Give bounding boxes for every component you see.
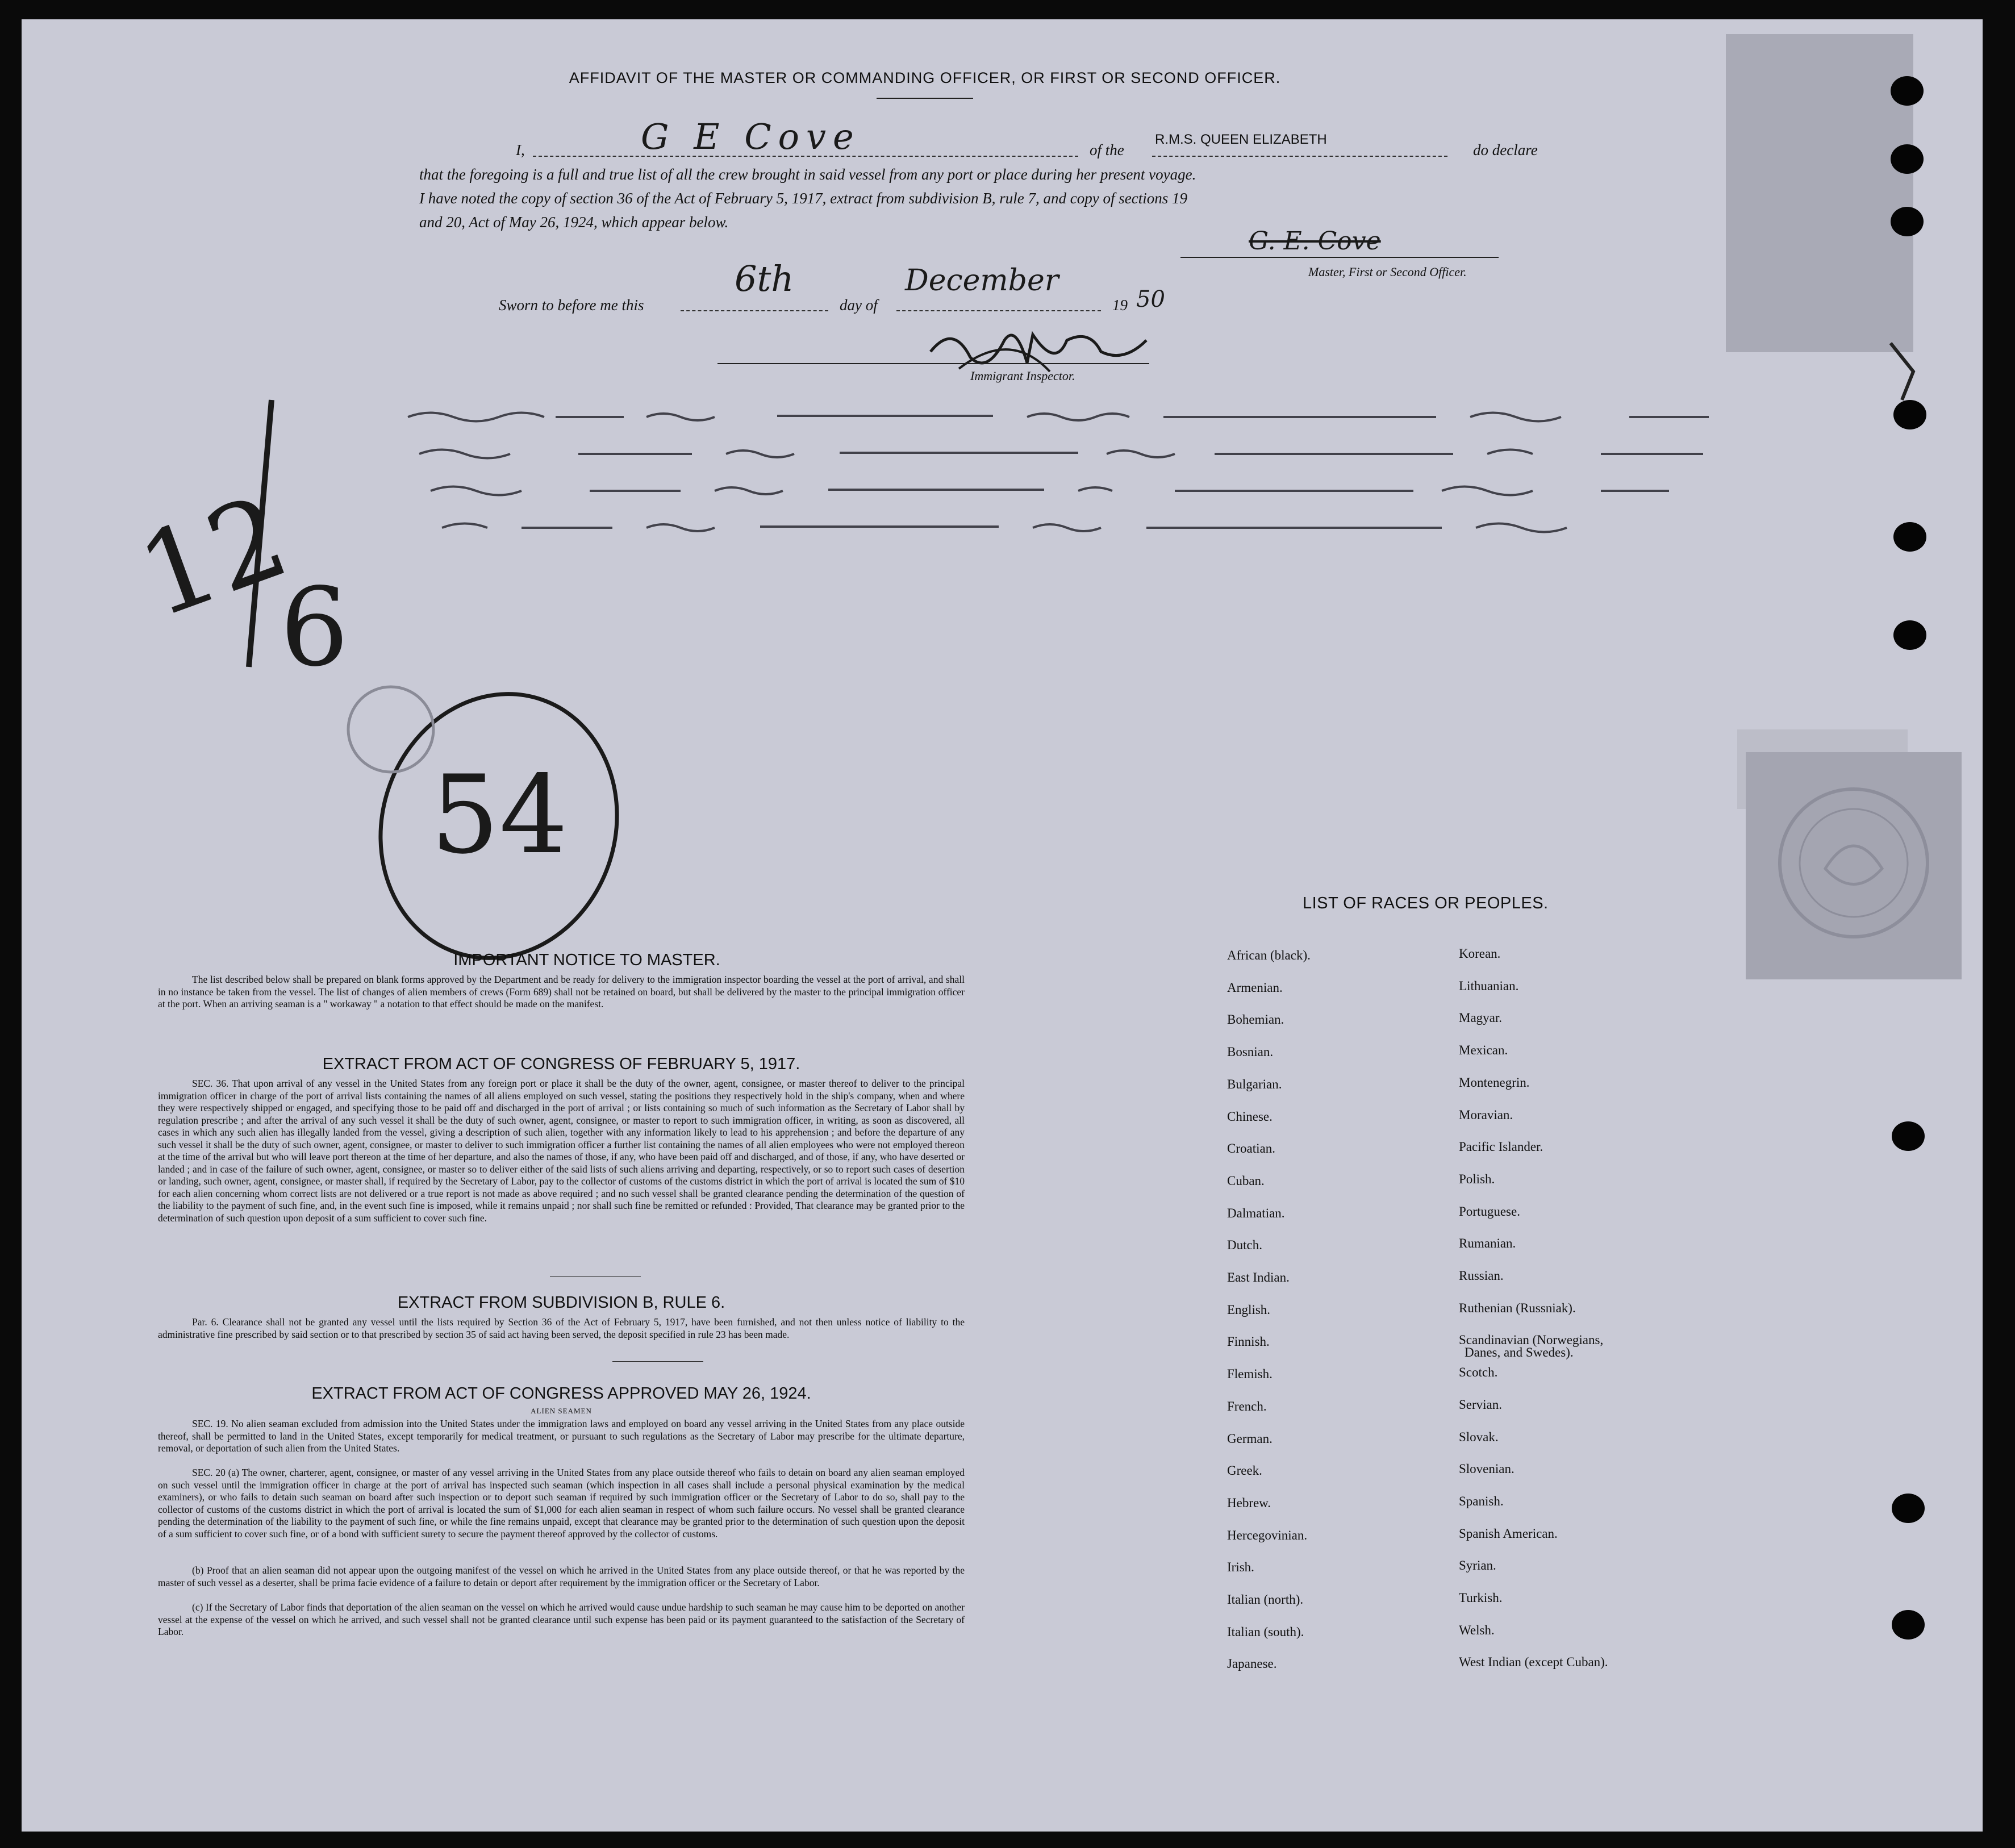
signature-caption: Master, First or Second Officer. <box>1308 265 1467 279</box>
extract1-body: SEC. 36. That upon arrival of any vessel in the United States from any foreign port or place it shall be the duty of the owner, agent, consignee, or master thereof to deliver to the principal immigration officer in charge of the port of arrival lists containing the names of all aliens employed on such vessel, stating the positions they respectively hold in the ship's company, when and where they were respectively shipped or engaged, and specifying those to be paid off and discharged in the port of arrival ; or lists containing so much of such information as the Secretary of Labor shall by regulation prescribe ; and after the arrival of any such vessel it shall be the duty of such owner, agent, consignee, or master to report to such immigration officer, in writing, as soon as discovered, all cases in which any such alien has illegally landed from the vessel, giving a description of such alien, together with any information likely to lead to his apprehension ; and before the departure of any such vessel it shall be the duty of such owner, agent, consignee, or master to deliver to such immigration officer a further list containing the names of all alien employees who were not employed thereon at the time of the arrival but who will leave port thereon at the time of her departure, and also the names of those, if any, who have been paid off and discharged, and of those, if any, who have deserted or landed ; and in case of the failure of such owner, agent, consignee, or master so to deliver either of the said lists of such aliens arriving and departing, respectively, or so to report such cases of desertion or landing, such owner, agent, consignee, or master shall, if required by the Secretary of Labor, pay to the collector of customs of the customs district in which the port of arrival is located the sum of $10 for each alien concerning whom correct lists are not delivered or a true report is not made as above required ; and no such vessel shall be granted clearance pending the determination of the question of the liability to the payment of such fine, and, in the event such fine is imposed, while it remains unpaid ; nor shall such fine be remitted or refunded : Provided, That clearance may be granted prior to the determination of such question upon deposit of a sum sufficient to cover such fine. <box>158 1078 965 1224</box>
races-title: LIST OF RACES OR PEOPLES. <box>1303 894 1549 912</box>
inspector-line <box>717 363 1149 364</box>
race-item: Korean. <box>1459 946 1501 961</box>
race-item: Armenian. <box>1227 980 1283 995</box>
race-item: Moravian. <box>1459 1107 1513 1122</box>
extract2-title: EXTRACT FROM SUBDIVISION B, RULE 6. <box>397 1294 725 1312</box>
vessel-name-line <box>1152 156 1447 157</box>
torn-edge-mark <box>1885 337 1930 406</box>
handwritten-fraction-top: 12 <box>122 470 304 644</box>
race-item: Ruthenian (Russniak). <box>1459 1300 1576 1315</box>
extract3-sec20c: (c) If the Secretary of Labor finds that deportation of the alien seaman on the vessel on which he arrived would cause undue hardship to such seaman he may cause him to be deported on another vessel at the expense of the vessel on which he arrived, and such vessel shall not be granted clearance until such expense has been paid or its payment guaranteed to the satisfaction of the Secretary of Labor. <box>158 1601 965 1637</box>
affidavit-line-2: that the foregoing is a full and true list of all the crew brought in said vessel from any port or place during her present voyage. <box>419 166 1196 183</box>
embossed-seal-icon <box>1766 769 1942 957</box>
race-item: French. <box>1227 1399 1267 1413</box>
punch-hole <box>1891 144 1924 174</box>
race-item: Turkish. <box>1459 1591 1503 1605</box>
race-item: Syrian. <box>1459 1558 1496 1573</box>
sworn-month: December <box>905 264 1059 298</box>
inspector-caption: Immigrant Inspector. <box>970 369 1075 383</box>
circled-number: 54 <box>431 752 568 878</box>
race-item: Slovak. <box>1459 1429 1499 1444</box>
race-item: Dutch. <box>1227 1238 1262 1253</box>
race-item: Hercegovinian. <box>1227 1528 1308 1542</box>
punch-hole <box>1893 620 1926 650</box>
race-item: Magyar. <box>1459 1011 1503 1025</box>
race-item: Russian. <box>1459 1269 1504 1283</box>
affidavit-line-3: I have noted the copy of section 36 of the Act of February 5, 1917, extract from subdivision B, rule 7, and copy of sections 19 <box>419 190 1187 207</box>
race-item: Croatian. <box>1227 1141 1275 1156</box>
year-value: 50 <box>1136 286 1165 312</box>
vessel-name: R.M.S. QUEEN ELIZABETH <box>1155 132 1327 147</box>
race-item-continuation: Danes, and Swedes). <box>1465 1345 1574 1359</box>
race-item: Japanese. <box>1227 1657 1277 1671</box>
race-item: Servian. <box>1459 1397 1503 1412</box>
race-item: Italian (south). <box>1227 1624 1304 1639</box>
race-item: Bohemian. <box>1227 1012 1284 1027</box>
race-item: English. <box>1227 1302 1271 1317</box>
race-item: Scotch. <box>1459 1365 1498 1380</box>
punch-hole <box>1892 1494 1925 1523</box>
extract3-sec19: SEC. 19. No alien seaman excluded from admission into the United States under the immigration laws and employed on board any vessel arriving in the United States from any place outside thereof, shall be permitted to land in the United States, except temporarily for medical treatment, or pursuant to such regulations as the Secretary of Labor may prescribe for the ultimate departure, removal, or deportation of such alien from the United States. <box>158 1418 965 1454</box>
declare-label: do declare <box>1473 141 1538 158</box>
race-item: Mexican. <box>1459 1043 1508 1058</box>
bleed-through-rows <box>408 406 1896 565</box>
faint-stamp-circle <box>334 678 448 781</box>
race-item: West Indian (except Cuban). <box>1459 1655 1608 1670</box>
race-item: Chinese. <box>1227 1109 1273 1124</box>
document-sheet <box>22 19 1983 1832</box>
affidavit-title: AFFIDAVIT OF THE MASTER OR COMMANDING OFFICER, OR FIRST OR SECOND OFFICER. <box>569 69 1281 86</box>
race-item: Hebrew. <box>1227 1495 1271 1510</box>
race-item: Slovenian. <box>1459 1462 1515 1476</box>
race-item: Bulgarian. <box>1227 1077 1282 1091</box>
race-item: Italian (north). <box>1227 1592 1304 1607</box>
master-signature: G. E. Cove <box>1249 227 1381 256</box>
race-item: Rumanian. <box>1459 1236 1516 1251</box>
race-item: Irish. <box>1227 1560 1254 1575</box>
race-item: Cuban. <box>1227 1173 1265 1188</box>
race-item: Greek. <box>1227 1463 1262 1478</box>
punch-hole <box>1892 1121 1925 1151</box>
of-the-label: of the <box>1090 141 1124 158</box>
race-item: Spanish American. <box>1459 1526 1558 1541</box>
punch-hole <box>1891 207 1924 236</box>
extract1-title: EXTRACT FROM ACT OF CONGRESS OF FEBRUARY 5, 1917. <box>322 1055 800 1073</box>
extract3-sec20a: SEC. 20 (a) The owner, charterer, agent, consignee, or master of any vessel arriving in the United States from any place outside thereof who fails to detain on board any alien seaman employed on such vessel until the immigration officer in charge at the port of arrival has inspected such seaman (which inspection in all cases shall include a personal physical examination by the medical examiners), or who fails to detain such seaman on board after such inspection or to deport such seaman if required by such immigration officer or the Secretary of Labor to do so, shall pay to the collector of customs of the customs district in which the port of arrival is located the sum of $1,000 for each alien seaman in respect of whom such failure occurs. No vessel shall be granted clearance pending the determination of the liability to the payment of such fine, or while the fine remains unpaid, except that clearance may be granted prior to the determination of such question upon the deposit of a sum sufficient to cover such fine, or of a bond with sufficient surety to secure the payment thereof approved by the collector of customs. <box>158 1467 965 1540</box>
race-item: Lithuanian. <box>1459 978 1519 993</box>
extract2-body: Par. 6. Clearance shall not be granted any vessel until the lists required by Section 36 of the Act of February 5, 1917, have been furnished, and not then unless notice of liability to the administrative fine prescribed by said section or to that prescribed by section 35 of said act having been served, the deposit specified in rule 23 has been made. <box>158 1316 965 1340</box>
race-item: Bosnian. <box>1227 1045 1274 1059</box>
extract3-title: EXTRACT FROM ACT OF CONGRESS APPROVED MAY 26, 1924. <box>311 1384 811 1403</box>
punch-hole <box>1891 76 1924 106</box>
race-item: East Indian. <box>1227 1270 1290 1284</box>
year-prefix: 19 <box>1112 297 1128 314</box>
punch-hole <box>1893 522 1926 552</box>
race-item: Flemish. <box>1227 1367 1273 1382</box>
race-item: Pacific Islander. <box>1459 1140 1543 1154</box>
tape-strip-top <box>1726 34 1913 352</box>
master-name-handwritten: G E Cove <box>641 116 861 157</box>
punch-hole <box>1892 1610 1925 1640</box>
race-item: African (black). <box>1227 948 1311 962</box>
race-item: Montenegrin. <box>1459 1075 1530 1090</box>
sworn-label: Sworn to before me this <box>499 297 644 314</box>
extract3-sec20b: (b) Proof that an alien seaman did not appear upon the outgoing manifest of the vessel on which he arrived in the United States from any place outside thereof, or that he was reported by the master of such vessel as a deserter, shall be prima facie evidence of a failure to detain or deport after requirement by the immigration officer or the Secretary of Labor. <box>158 1565 965 1588</box>
race-item: Welsh. <box>1459 1622 1495 1637</box>
race-item: Dalmatian. <box>1227 1205 1285 1220</box>
notice-title: IMPORTANT NOTICE TO MASTER. <box>453 951 720 969</box>
sworn-day: 6th <box>735 258 794 299</box>
race-item: German. <box>1227 1431 1273 1446</box>
day-of-label: day of <box>840 297 878 314</box>
race-item: Finnish. <box>1227 1334 1270 1349</box>
extract3-subtitle: ALIEN SEAMEN <box>531 1407 592 1415</box>
race-item: Scandinavian (Norwegians, <box>1459 1333 1604 1348</box>
signature-line <box>1180 257 1499 258</box>
handwritten-fraction-bottom: 6 <box>280 565 349 690</box>
section-divider <box>550 1276 641 1277</box>
title-divider <box>877 98 973 99</box>
race-item: Spanish. <box>1459 1494 1504 1508</box>
affidavit-i-prefix: I, <box>516 141 525 158</box>
sworn-day-line <box>681 310 828 311</box>
race-item: Polish. <box>1459 1171 1495 1186</box>
race-item: Portuguese. <box>1459 1204 1520 1219</box>
sworn-month-line <box>896 310 1101 311</box>
punch-hole <box>1893 400 1926 429</box>
master-name-line <box>533 156 1078 157</box>
section-divider <box>612 1361 703 1362</box>
notice-body: The list described below shall be prepared on blank forms approved by the Department and be ready for delivery to the immigration inspector boarding the vessel at the port of arrival, and shall in no instance be taken from the vessel. The list of changes of alien members of crews (Form 689) shall not be retained on board, but shall be delivered by the master to the principal immigration officer at the port. When an arriving seaman is a " workaway " a notation to that effect should be made on the manifest. <box>158 974 965 1009</box>
affidavit-line-4: and 20, Act of May 26, 1924, which appear below. <box>419 214 729 231</box>
